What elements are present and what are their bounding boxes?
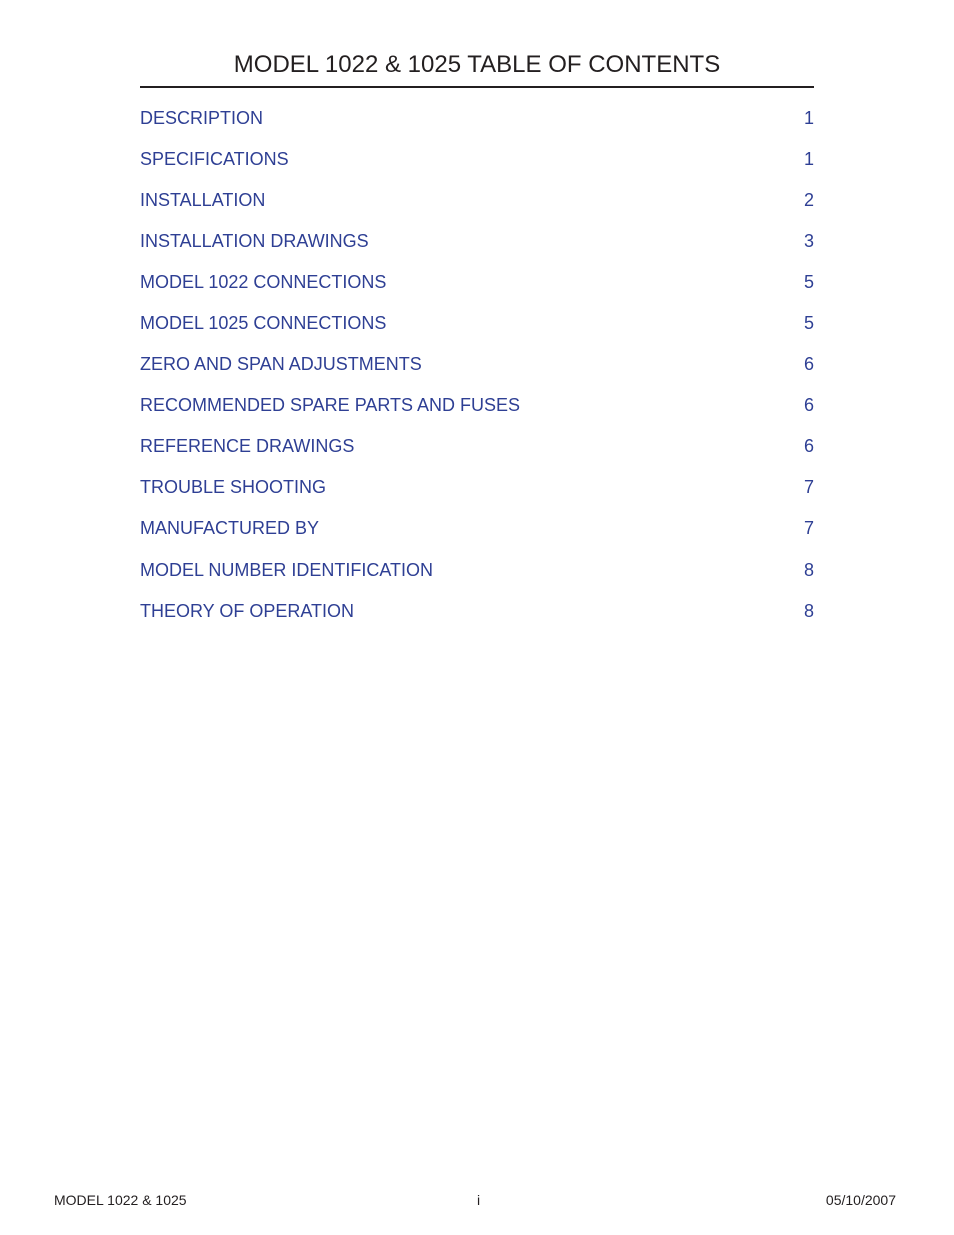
- toc-entry-page[interactable]: 2: [803, 189, 814, 210]
- toc-entry-label[interactable]: RECOMMENDED SPARE PARTS AND FUSES: [140, 395, 521, 416]
- toc-entry-page[interactable]: 8: [803, 600, 814, 621]
- toc-entry-page[interactable]: 5: [803, 313, 814, 334]
- toc-entry-model-1022-connections[interactable]: [140, 261, 814, 302]
- footer-date: 05/10/2007: [825, 1192, 896, 1208]
- toc-entry-specifications[interactable]: [140, 138, 814, 179]
- footer-page-number: i: [477, 1192, 481, 1208]
- toc-entry-page[interactable]: 1: [803, 148, 814, 169]
- toc-entry-page[interactable]: 6: [803, 354, 814, 375]
- toc-entry-label[interactable]: INSTALLATION: [140, 189, 266, 210]
- toc-entry-installation[interactable]: [140, 179, 814, 220]
- toc-entry-theory-of-operation[interactable]: [140, 590, 814, 631]
- table-of-contents: [140, 97, 814, 631]
- toc-entry-label[interactable]: INSTALLATION DRAWINGS: [140, 230, 369, 251]
- toc-entry-label[interactable]: MODEL 1025 CONNECTIONS: [140, 313, 387, 334]
- toc-entry-page[interactable]: 5: [803, 271, 814, 292]
- toc-entry-page[interactable]: 3: [803, 230, 814, 251]
- toc-entry-label[interactable]: DESCRIPTION: [140, 107, 264, 128]
- title-divider: [140, 86, 814, 88]
- toc-entry-installation-drawings[interactable]: [140, 220, 814, 261]
- toc-entry-page[interactable]: 8: [803, 559, 814, 580]
- toc-entry-label[interactable]: MANUFACTURED BY: [140, 518, 320, 539]
- toc-entry-label[interactable]: SPECIFICATIONS: [140, 148, 289, 169]
- toc-entry-page[interactable]: 7: [803, 518, 814, 539]
- toc-entry-zero-and-span-adjustments[interactable]: [140, 344, 814, 385]
- toc-entry-label[interactable]: TROUBLE SHOOTING: [140, 477, 327, 498]
- toc-entry-label[interactable]: ZERO AND SPAN ADJUSTMENTS: [140, 354, 422, 375]
- page-title: MODEL 1022 & 1025 TABLE OF CONTENTS: [233, 51, 721, 78]
- toc-entry-label[interactable]: REFERENCE DRAWINGS: [140, 436, 355, 457]
- toc-entry-reference-drawings[interactable]: [140, 426, 814, 467]
- toc-entry-page[interactable]: 6: [803, 395, 814, 416]
- toc-entry-model-number-identification[interactable]: [140, 549, 814, 590]
- toc-entry-description[interactable]: [140, 97, 814, 138]
- toc-entry-model-1025-connections[interactable]: [140, 302, 814, 343]
- toc-entry-page[interactable]: 6: [803, 436, 814, 457]
- toc-entry-recommended-spare-parts[interactable]: [140, 385, 814, 426]
- toc-entry-page[interactable]: 7: [803, 477, 814, 498]
- footer-document-title: MODEL 1022 & 1025: [54, 1192, 187, 1208]
- toc-entry-page[interactable]: 1: [803, 107, 814, 128]
- toc-entry-label[interactable]: MODEL 1022 CONNECTIONS: [140, 271, 387, 292]
- toc-entry-label[interactable]: THEORY OF OPERATION: [140, 600, 355, 621]
- toc-entry-label[interactable]: MODEL NUMBER IDENTIFICATION: [140, 559, 434, 580]
- toc-entry-manufactured-by[interactable]: [140, 508, 814, 549]
- toc-entry-trouble-shooting[interactable]: [140, 467, 814, 508]
